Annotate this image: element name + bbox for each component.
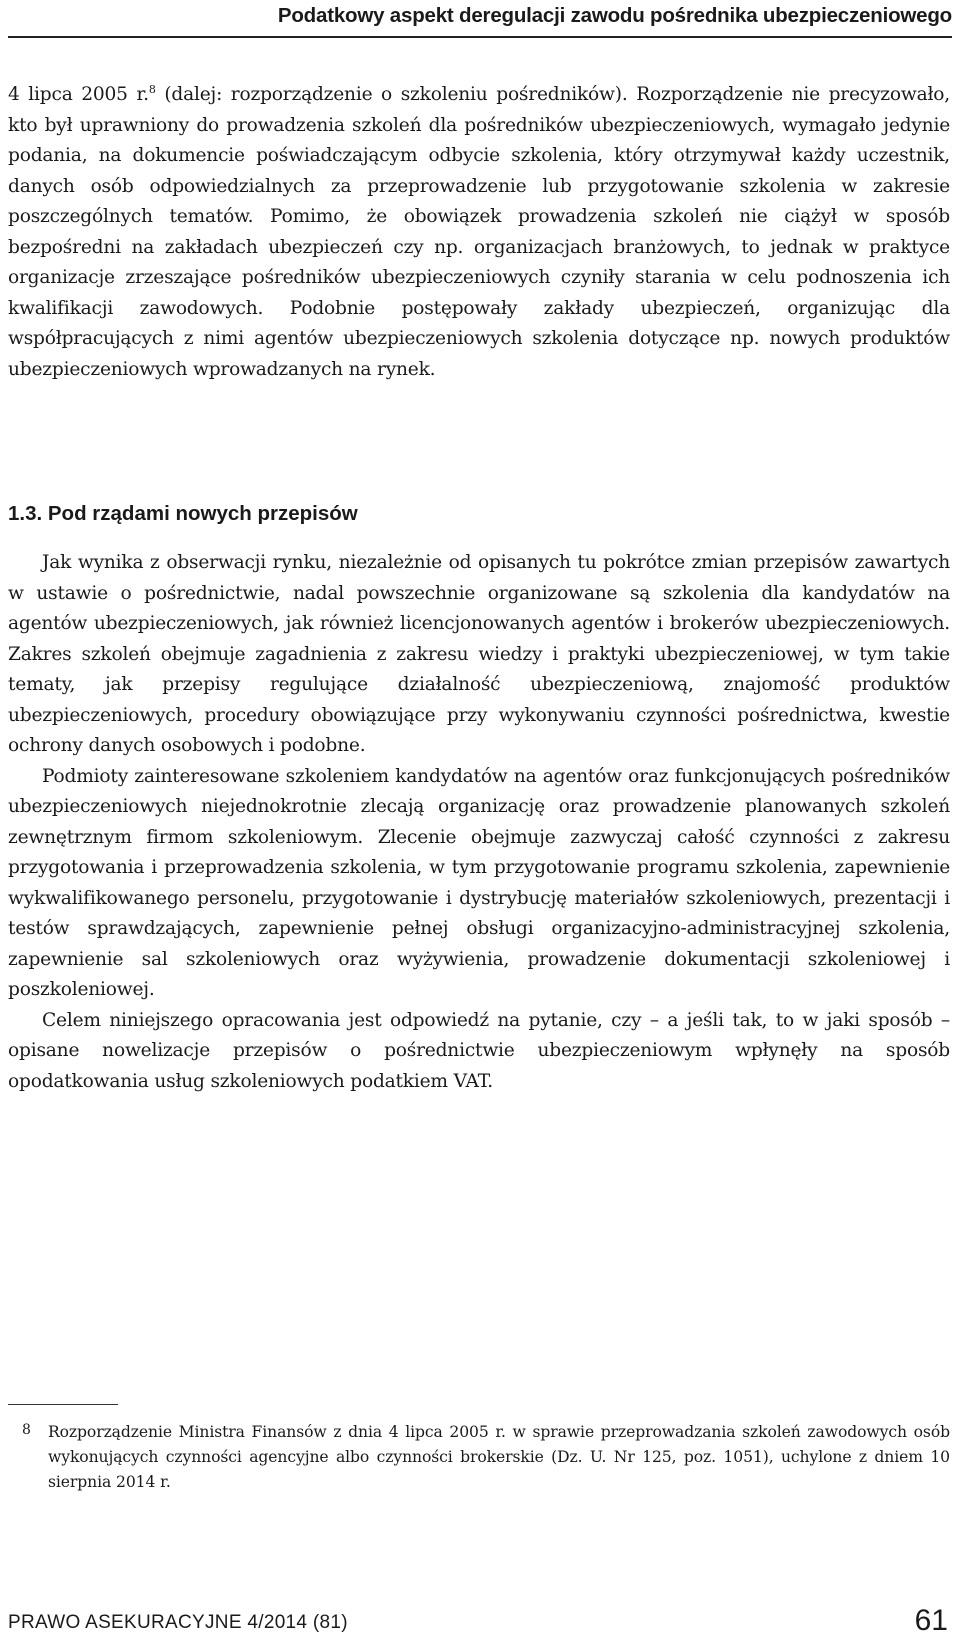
p1-main-text: (dalej: rozporządzenie o szkoleniu pośredników). Rozporządzenie nie precyzowało, kto był uprawniony do prowadzenia szkoleń dla pośredników ubezpieczeniowych, wymagało jedynie podania, na dokumencie poświadczającym odbycie szkolenia, który otrzymywał każdy uczestnik, danych osób odpowiedzialnych za przeprowadzenie lub przygotowanie szkolenia w zakresie poszczególnych tematów. Pomimo, że obowiązek prowadzenia szkoleń nie ciążył w sposób bezpośredni na zakładach ubezpieczeń czy np. organizacjach branżowych, to jednak w praktyce organizacje zrzeszające pośredników ubezpieczeniowych czyniły starania w celu podnoszenia ich kwalifikacji zawodowych. Podobnie postępowały zakłady ubezpieczeń, organizując dla współpracujących z nimi agentów ubezpieczeniowych szkolenia dotyczące np. nowych produktów ubezpieczeniowych wprowadzanych na rynek. [8, 84, 951, 380]
footnote-reference[interactable]: 8 [148, 82, 156, 96]
section-body [8, 548, 950, 1097]
section-heading: 1.3. Pod rządami nowych przepisów [8, 502, 358, 525]
running-header [8, 0, 952, 38]
footnote-text: Rozporządzenie Ministra Finansów z dnia 4 lipca 2005 r. w sprawie przeprowadzania szkoleń zawodowych osób wykonujących czynności agencyjne albo czynności brokerskie (Dz. U. Nr 125, poz. 1051), uchylone z dniem 10 sierpnia 2014 r. [48, 1423, 950, 1491]
page-number: 61 [914, 1604, 948, 1637]
footnote-mark: 8 [22, 1422, 31, 1438]
body-paragraph-1: Jak wynika z obserwacji rynku, niezależnie od opisanych tu pokrótce zmian przepisów zawartych w ustawie o pośrednictwie, nadal powszechnie organizowane są szkolenia dla kandydatów na agentów ubezpieczeniowych, jak również licencjonowanych agentów i brokerów ubezpieczeniowych. Zakres szkoleń obejmuje zagadnienia z zakresu wiedzy i praktyki ubezpieczeniowej, w tym takie tematy, jak przepisy regulujące działalność ubezpieczeniową, znajomość produktów ubezpieczeniowych, procedury obowiązujące przy wykonywaniu czynności pośrednictwa, kwestie ochrony danych osobowych i podobne. [8, 552, 950, 756]
continuation-paragraph [8, 80, 950, 385]
footnote [22, 1420, 950, 1495]
footnote-divider [8, 1404, 118, 1405]
p1-lead-text: 4 lipca 2005 r. [8, 84, 149, 105]
page-footer [8, 1600, 952, 1640]
body-paragraph-2: Podmioty zainteresowane szkoleniem kandydatów na agentów oraz funkcjonujących pośredników ubezpieczeniowych niejednokrotnie zlecają organizację oraz prowadzenie planowanych szkoleń zewnętrznym firmom szkoleniowym. Zlecenie obejmuje zazwyczaj całość czynności z zakresu przygotowania i przeprowadzenia szkolenia, w tym przygotowanie programu szkolenia, zapewnienie wykwalifikowanego personelu, przygotowanie i dystrybucję materiałów szkoleniowych, prezentacji i testów sprawdzających, zapewnienie pełnej obsługi organizacyjno-administracyjnej szkolenia, zapewnienie sal szkoleniowych oraz wyżywienia, prowadzenie dokumentacji szkoleniowej i poszkoleniowej. [8, 765, 950, 1000]
running-title: Podatkowy aspekt deregulacji zawodu pośrednika ubezpieczeniowego [277, 4, 952, 27]
journal-name: PRAWO ASEKURACYJNE 4/2014 (81) [8, 1612, 348, 1633]
body-paragraph-3: Celem niniejszego opracowania jest odpowiedź na pytanie, czy – a jeśli tak, to w jaki sposób – opisane nowelizacje przepisów o pośrednictwie ubezpieczeniowym wpłynęły na sposób opodatkowania usług szkoleniowych podatkiem VAT. [8, 1009, 950, 1092]
